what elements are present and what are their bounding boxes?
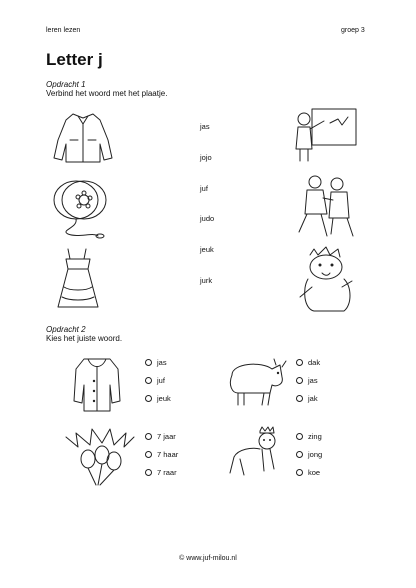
header-right: groep 3 [341,27,365,34]
radio-button[interactable] [296,451,303,458]
match-word-2: jojo [200,153,212,162]
radio-button[interactable] [296,395,303,402]
option-1-3[interactable] [145,394,171,403]
crawling-baby-picture [222,425,292,480]
option-label: 7 jaar [157,432,176,441]
radio-button[interactable] [145,451,152,458]
option-label: 7 raar [157,468,177,477]
option-3-3[interactable] [145,468,177,477]
option-1-2[interactable] [145,376,165,385]
header-left: leren lezen [46,27,81,34]
radio-button[interactable] [296,377,303,384]
yoyo-picture [46,178,116,240]
exercise1-instruction: Verbind het woord met het plaatje. [46,89,168,98]
option-label: jas [157,358,167,367]
radio-button[interactable] [145,377,152,384]
option-label: jak [308,394,318,403]
option-2-2[interactable] [296,376,318,385]
dress-picture [48,245,108,315]
option-4-1[interactable] [296,432,322,441]
option-label: jeuk [157,394,171,403]
option-2-1[interactable] [296,358,320,367]
radio-button[interactable] [145,469,152,476]
option-label: 7 haar [157,450,179,459]
option-4-2[interactable] [296,450,322,459]
radio-button[interactable] [145,395,152,402]
option-2-3[interactable] [296,394,318,403]
radio-button[interactable] [296,433,303,440]
match-word-5: jeuk [200,245,214,254]
option-4-3[interactable] [296,468,320,477]
match-word-3: juf [200,184,208,193]
radio-button[interactable] [145,433,152,440]
exercise1-label: Opdracht 1 [46,80,86,89]
match-word-4: judo [200,214,215,223]
option-1-1[interactable] [145,358,167,367]
yak-picture [222,355,292,410]
option-3-1[interactable] [145,432,176,441]
footer-credit: © www.juf-milou.nl [179,555,237,562]
exercise2-label: Opdracht 2 [46,325,86,334]
option-3-2[interactable] [145,450,178,459]
page-title: Letter j [46,50,103,69]
radio-button[interactable] [296,469,303,476]
radio-button[interactable] [145,359,152,366]
birthday-balloons-picture [62,425,137,487]
radio-button[interactable] [296,359,303,366]
exercise2-instruction: Kies het juiste woord. [46,334,123,343]
option-label: dak [308,358,321,367]
jacket-picture [48,110,118,165]
option-label: juf [157,376,165,385]
option-label: zing [308,432,322,441]
itchy-bear-picture [292,245,362,317]
option-label: koe [308,468,321,477]
match-word-1: jas [200,122,210,131]
vest-picture [62,355,132,417]
judo-picture [293,172,363,242]
match-word-6: jurk [200,276,213,285]
option-label: jong [308,450,323,459]
teacher-picture [290,105,360,165]
option-label: jas [308,376,318,385]
